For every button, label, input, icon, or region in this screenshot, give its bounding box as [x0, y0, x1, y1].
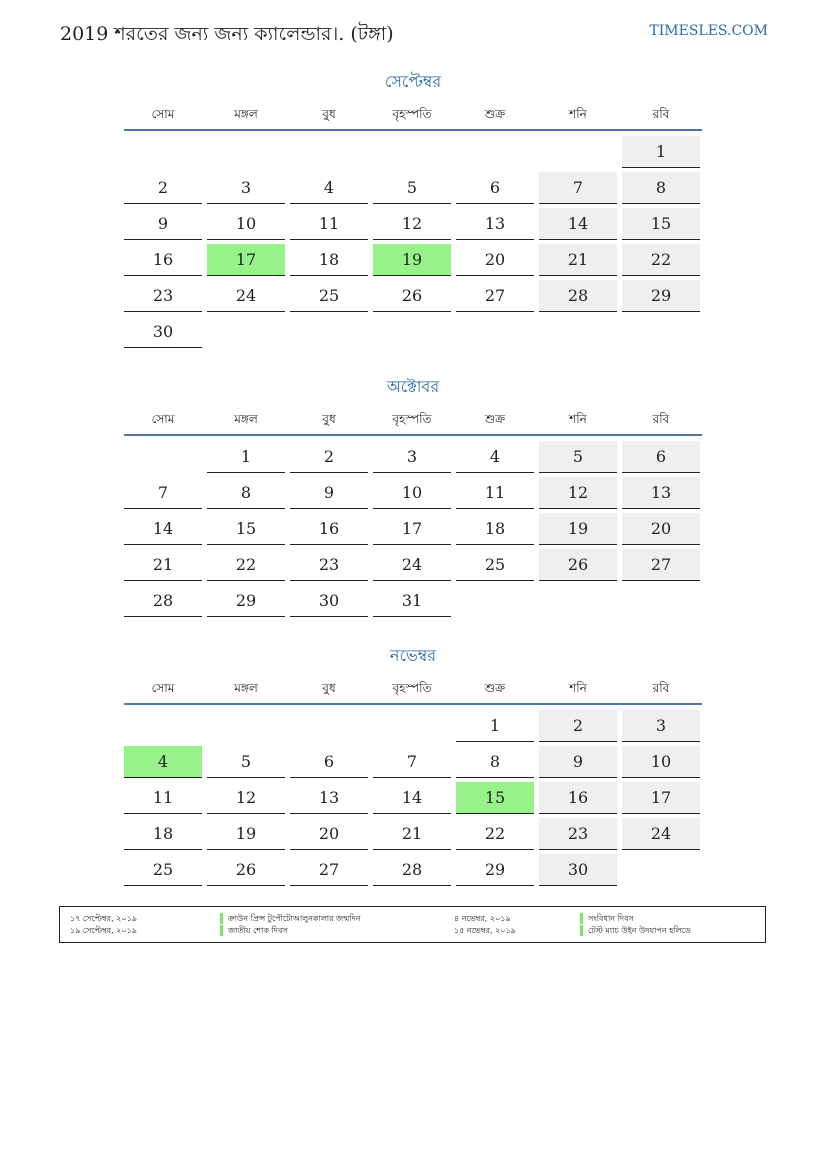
weekday-label: বুধ: [322, 412, 336, 426]
day-cell: 14: [124, 513, 202, 545]
day-cell: 12: [373, 208, 451, 240]
weekday-label: মঙ্গল: [234, 681, 258, 695]
weekend-day-cell: 7: [539, 172, 617, 204]
legend-holiday-name: সংবিধান দিবস: [580, 913, 634, 924]
day-cell: 26: [373, 280, 451, 312]
weekend-day-cell: 29: [622, 280, 700, 312]
day-cell: 18: [456, 513, 534, 545]
weekday-label: সোম: [151, 107, 175, 121]
page-title: 2019 শরতের জন্য জন্য ক্যালেন্ডার।. (টঙ্গা): [60, 23, 394, 45]
weekend-day-cell: 14: [539, 208, 617, 240]
day-cell: 10: [207, 208, 285, 240]
day-cell: 3: [373, 441, 451, 473]
weekday-label: রবি: [652, 412, 670, 426]
weekday-header: [124, 412, 702, 436]
day-cell: 5: [207, 746, 285, 778]
weekday-label: সোম: [151, 681, 175, 695]
weekday-label: শনি: [569, 681, 587, 695]
day-cell: 6: [290, 746, 368, 778]
legend-holiday-name: ক্রাউন প্রিন্স টুপৌটোআলুনকালার জন্মদিন: [220, 913, 361, 924]
weekend-day-cell: 28: [539, 280, 617, 312]
weekday-label: শুক্র: [484, 412, 506, 426]
weekend-day-cell: 21: [539, 244, 617, 276]
weekday-label: শুক্র: [484, 681, 506, 695]
day-cell: 27: [290, 854, 368, 886]
month-november: [124, 646, 702, 889]
legend-holiday-name: টেস্ট ম্যাচ উইন উদযাপন হলিডে: [580, 925, 691, 936]
day-cell: 8: [207, 477, 285, 509]
day-cell: 20: [290, 818, 368, 850]
day-grid: [124, 440, 702, 620]
weekend-day-cell: 16: [539, 782, 617, 814]
day-cell: 20: [456, 244, 534, 276]
day-cell: 11: [124, 782, 202, 814]
weekday-label: শুক্র: [484, 107, 506, 121]
weekend-day-cell: 19: [539, 513, 617, 545]
day-grid: [124, 135, 702, 351]
day-cell: 29: [207, 585, 285, 617]
day-cell: 29: [456, 854, 534, 886]
day-cell: 22: [207, 549, 285, 581]
holiday-day-cell: 4: [124, 746, 202, 778]
weekend-day-cell: 3: [622, 710, 700, 742]
day-cell: 4: [456, 441, 534, 473]
day-cell: 16: [124, 244, 202, 276]
day-cell: 7: [124, 477, 202, 509]
holiday-day-cell: 17: [207, 244, 285, 276]
weekend-day-cell: 2: [539, 710, 617, 742]
day-cell: 11: [456, 477, 534, 509]
weekend-day-cell: 13: [622, 477, 700, 509]
empty-day-cell: [373, 136, 451, 168]
weekday-header: [124, 107, 702, 131]
empty-day-cell: [290, 136, 368, 168]
weekday-label: বুধ: [322, 107, 336, 121]
day-cell: 24: [373, 549, 451, 581]
weekend-day-cell: 15: [622, 208, 700, 240]
weekday-label: মঙ্গল: [234, 412, 258, 426]
legend-holiday-name: জাতীয় শোক দিবস: [220, 925, 288, 936]
day-cell: 26: [207, 854, 285, 886]
day-cell: 30: [290, 585, 368, 617]
holiday-legend: [59, 906, 766, 943]
holiday-day-cell: 15: [456, 782, 534, 814]
weekday-label: বৃহস্পতি: [392, 681, 432, 695]
empty-day-cell: [124, 710, 202, 742]
weekday-label: সোম: [151, 412, 175, 426]
month-title: নভেম্বর: [389, 646, 437, 665]
empty-day-cell: [456, 136, 534, 168]
day-cell: 19: [207, 818, 285, 850]
weekend-day-cell: 26: [539, 549, 617, 581]
day-cell: 15: [207, 513, 285, 545]
weekend-day-cell: 22: [622, 244, 700, 276]
weekend-day-cell: 17: [622, 782, 700, 814]
weekend-day-cell: 12: [539, 477, 617, 509]
day-cell: 6: [456, 172, 534, 204]
empty-day-cell: [290, 710, 368, 742]
weekend-day-cell: 6: [622, 441, 700, 473]
month-title: অক্টোবর: [386, 377, 440, 396]
day-cell: 9: [290, 477, 368, 509]
day-cell: 16: [290, 513, 368, 545]
weekday-label: মঙ্গল: [234, 107, 258, 121]
weekend-day-cell: 27: [622, 549, 700, 581]
day-cell: 28: [124, 585, 202, 617]
day-cell: 2: [124, 172, 202, 204]
weekday-label: রবি: [652, 681, 670, 695]
day-cell: 11: [290, 208, 368, 240]
month-october: [124, 377, 702, 620]
month-september: [124, 72, 702, 351]
legend-date: ১৭ সেপ্টেম্বর, ২০১৯: [70, 914, 137, 923]
day-cell: 9: [124, 208, 202, 240]
empty-day-cell: [124, 441, 202, 473]
day-cell: 1: [207, 441, 285, 473]
empty-day-cell: [373, 710, 451, 742]
day-cell: 5: [373, 172, 451, 204]
weekday-label: শনি: [569, 107, 587, 121]
day-cell: 18: [124, 818, 202, 850]
weekday-label: বুধ: [322, 681, 336, 695]
weekend-day-cell: 9: [539, 746, 617, 778]
day-cell: 31: [373, 585, 451, 617]
weekend-day-cell: 5: [539, 441, 617, 473]
day-cell: 2: [290, 441, 368, 473]
day-cell: 25: [124, 854, 202, 886]
weekend-day-cell: 8: [622, 172, 700, 204]
day-cell: 1: [456, 710, 534, 742]
day-cell: 18: [290, 244, 368, 276]
day-cell: 13: [290, 782, 368, 814]
day-cell: 28: [373, 854, 451, 886]
weekend-day-cell: 24: [622, 818, 700, 850]
day-cell: 25: [290, 280, 368, 312]
weekend-day-cell: 1: [622, 136, 700, 168]
day-cell: 4: [290, 172, 368, 204]
weekend-day-cell: 20: [622, 513, 700, 545]
weekend-day-cell: 30: [539, 854, 617, 886]
site-link[interactable]: TIMESLES.COM: [649, 23, 768, 39]
day-cell: 10: [373, 477, 451, 509]
day-cell: 25: [456, 549, 534, 581]
weekday-label: বৃহস্পতি: [392, 412, 432, 426]
day-cell: 13: [456, 208, 534, 240]
day-cell: 27: [456, 280, 534, 312]
day-cell: 14: [373, 782, 451, 814]
day-cell: 23: [290, 549, 368, 581]
legend-date: ১৯ সেপ্টেম্বর, ২০১৯: [70, 926, 137, 935]
day-cell: 8: [456, 746, 534, 778]
day-cell: 30: [124, 316, 202, 348]
day-cell: 23: [124, 280, 202, 312]
day-cell: 12: [207, 782, 285, 814]
day-grid: [124, 709, 702, 889]
weekday-label: শনি: [569, 412, 587, 426]
empty-day-cell: [539, 136, 617, 168]
empty-day-cell: [207, 136, 285, 168]
day-cell: 24: [207, 280, 285, 312]
day-cell: 7: [373, 746, 451, 778]
empty-day-cell: [124, 136, 202, 168]
weekend-day-cell: 23: [539, 818, 617, 850]
month-title: সেপ্টেম্বর: [384, 72, 442, 91]
legend-date: ৪ নভেম্বর, ২০১৯: [454, 914, 511, 923]
weekend-day-cell: 10: [622, 746, 700, 778]
day-cell: 21: [373, 818, 451, 850]
weekday-label: বৃহস্পতি: [392, 107, 432, 121]
day-cell: 3: [207, 172, 285, 204]
empty-day-cell: [207, 710, 285, 742]
day-cell: 22: [456, 818, 534, 850]
legend-date: ১৫ নভেম্বর, ২০১৯: [454, 926, 516, 935]
weekday-label: রবি: [652, 107, 670, 121]
day-cell: 21: [124, 549, 202, 581]
holiday-day-cell: 19: [373, 244, 451, 276]
day-cell: 17: [373, 513, 451, 545]
weekday-header: [124, 681, 702, 705]
